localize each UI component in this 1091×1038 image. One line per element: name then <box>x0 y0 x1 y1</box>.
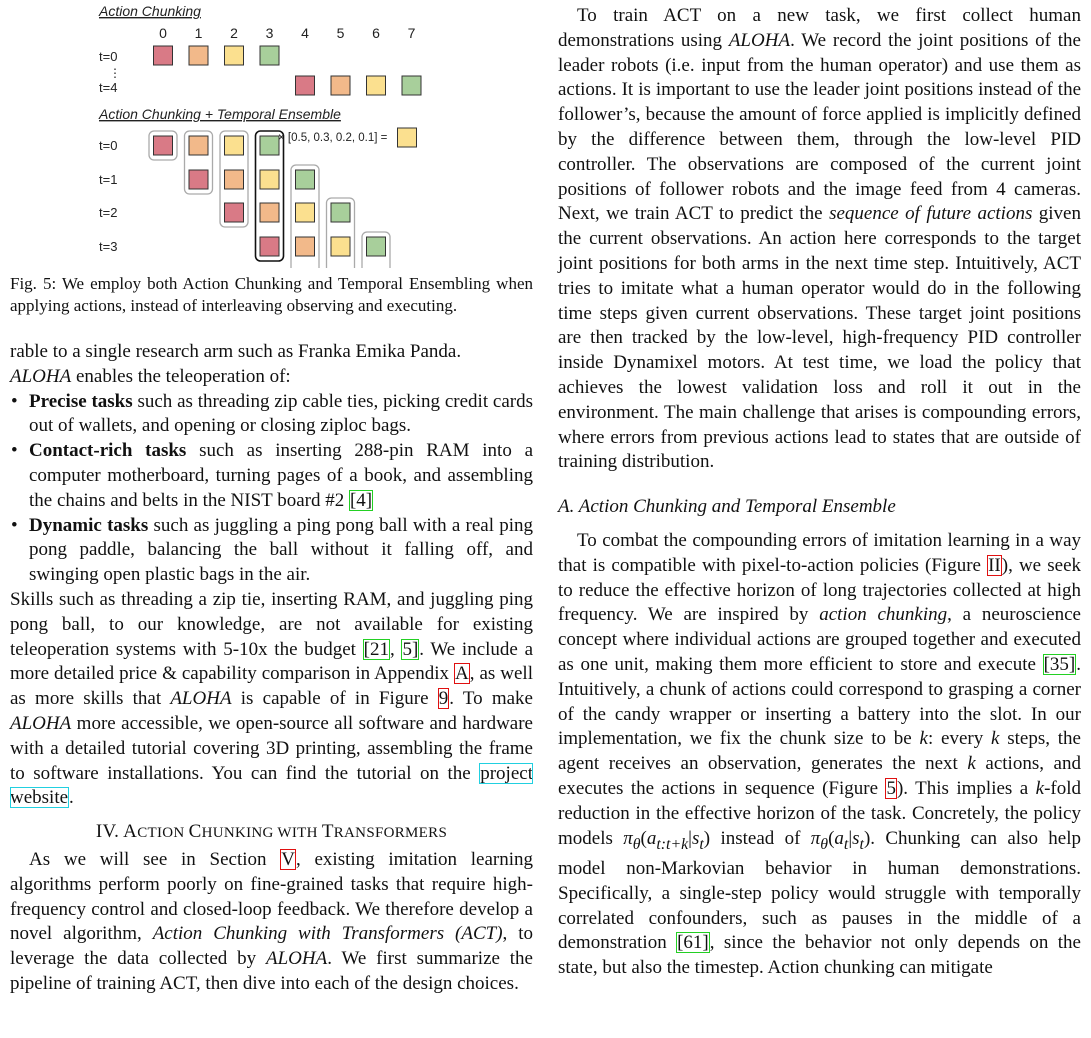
column-index-label: 2 <box>230 25 238 41</box>
action-square <box>225 203 244 222</box>
action-square <box>154 136 173 155</box>
action-square <box>189 136 208 155</box>
citation-link[interactable]: [61] <box>677 932 709 954</box>
right-body-text <box>558 4 1081 981</box>
list-item: • Dynamic tasks such as juggling a ping pong ball with a real ping pong paddle, balancing the ball without it falling off, and swinging open plastic bags in the air. <box>11 514 533 586</box>
action-square <box>154 46 173 65</box>
action-square <box>402 76 421 95</box>
action-square <box>260 46 279 65</box>
action-square <box>367 237 386 256</box>
figure-link[interactable]: 5 <box>886 777 896 799</box>
action-square <box>189 46 208 65</box>
row-label: t=1 <box>99 172 118 187</box>
action-square <box>331 203 350 222</box>
figure-caption: Fig. 5: We employ both Action Chunking and Temporal Ensembling when applying actions, instead of interleaving observing and executing. <box>10 274 533 315</box>
left-body-text <box>10 340 533 997</box>
left-column <box>10 0 534 994</box>
column-index-label: 7 <box>407 25 416 41</box>
paragraph: To train ACT on a new task, we first collect human demonstrations using ALOHA. We record the joint positions of the leader robots (i.e. input from the human operator) and use them as actions. It is important to use the leader joint positions instead of the follower’s, because the amount of force applied is implicitly defined by the difference between them, through the low-level PID controller. The observations are composed of the current joint positions of follower robots and the image feed from 4 cameras. Next, we train ACT to predict the sequence of future actions given the current observations. An action here corresponds to the target joint positions for both arms in the next time step. Intuitively, ACT tries to imitate what a human operator would do in the following time steps given current observations. These target joint positions are then tracked by the low-level, high-frequency PID controller inside Dynamixel motors. At test time, we load the policy that achieves the lowest validation loss and roll it out in the environment. The main challenge that arises is compounding errors, where errors from previous actions lead to states that are outside of training distribution. <box>558 5 1081 473</box>
action-square <box>225 170 244 189</box>
column-index-label: 6 <box>372 25 380 41</box>
subsection-heading: A. Action Chunking and Temporal Ensemble <box>558 496 896 518</box>
row-label: t=4 <box>99 80 118 95</box>
paragraph: rable to a single research arm such as Franka Emika Panda. ALOHA enables the teleoperation of: <box>10 341 462 387</box>
paragraph: Skills such as threading a zip tie, inserting RAM, and juggling ping pong ball, to our knowledge, are not available for existing teleoperation systems with 5-10x the budget [21, 5]. We include a more detailed price & capability comparison in Appendix A, as well as more skills that ALOHA is capable of in Figure 9. To make ALOHA more accessible, we open-source all software and hardware with a detailed tutorial covering 3D printing, assembling the frame to software installations. You can find the tutorial on the project website. <box>10 588 534 809</box>
list-item: • Precise tasks such as threading zip cable ties, picking credit cards out of wallets, and opening or closing ziploc bags. <box>11 390 533 437</box>
citation-link[interactable]: [21 <box>363 638 389 660</box>
row-label: t=3 <box>99 239 118 254</box>
action-square <box>225 136 244 155</box>
action-square <box>225 46 244 65</box>
section-link[interactable]: V <box>281 848 296 870</box>
figure-5 <box>10 0 533 268</box>
appendix-link[interactable]: A <box>455 663 469 685</box>
figure-title-ensemble: Action Chunking + Temporal Ensemble <box>99 106 341 122</box>
figure-title-chunking: Action Chunking <box>99 3 201 19</box>
column-index-label: 5 <box>336 25 345 41</box>
column-index-label: 4 <box>301 25 309 41</box>
row-ellipsis: ⋮ <box>109 66 121 80</box>
figure-link[interactable]: II <box>988 554 1001 576</box>
action-square <box>331 237 350 256</box>
action-square <box>260 136 279 155</box>
column-index-label: 1 <box>194 25 203 41</box>
action-square <box>260 170 279 189</box>
ensemble-weights-label: × [0.5, 0.3, 0.2, 0.1] = <box>278 132 388 144</box>
citation-link[interactable]: 5] <box>402 638 419 660</box>
row-label: t=2 <box>99 205 118 220</box>
action-square <box>189 170 208 189</box>
action-square <box>331 76 350 95</box>
action-chunking-diagram <box>10 0 533 268</box>
row-label: t=0 <box>99 138 118 153</box>
paragraph: To combat the compounding errors of imitation learning in a way that is compatible with pixel-to-action policies (Figure II), we seek to reduce the effective horizon of long trajectories collected at high frequency. We are inspired by action chunking, a neuroscience concept where individual actions are grouped together and executed as one unit, making them more efficient to store and execute [35]. Intuitively, a chunk of actions could correspond to grasping a corner of the candy wrapper or inserting a battery into the slot. In our implementation, we fix the chunk size to be k: every k steps, the agent receives an observation, generates the next k actions, and executes the actions in sequence (Figure 5). This implies a k-fold reduction in the effective horizon of the task. Concretely, the policy models $\pi_\theta(a_{t:t+k}|s_t)$ instead of $\pi_\theta(a_t|s_t)$. Chunking can also help model non-Markovian behavior in human demonstrations. Specifically, a single-step policy would struggle with temporally correlated confounders, such as pauses in the middle of a demonstration [61], since the behavior not only depends on the state, but also the timestep. Action chunking can mitigate <box>558 529 1082 979</box>
citation-link[interactable]: [4] <box>349 489 373 511</box>
action-square <box>367 76 386 95</box>
action-square <box>260 237 279 256</box>
action-square <box>296 76 315 95</box>
paragraph: As we will see in Section V, existing imitation learning algorithms perform poorly on fine-grained tasks that require high-frequency control and closed-loop feedback. We therefore develop a novel algorithm, Action Chunking with Transformers (ACT), to leverage the data collected by ALOHA. We first summarize the pipeline of training ACT, then dive into each of the design choices. <box>10 848 534 994</box>
list-item: • Contact-rich tasks such as inserting 288-pin RAM into a computer motherboard, turning pages of a book, and assembling the chains and belts in the NIST board #2 [4] <box>11 440 534 511</box>
section-heading: IV. ACTION CHUNKING WITH TRANSFORMERS <box>95 821 448 843</box>
action-square <box>260 203 279 222</box>
row-label: t=0 <box>99 49 118 64</box>
citation-link[interactable]: [35] <box>1043 653 1076 675</box>
action-square <box>296 203 315 222</box>
figure-link[interactable]: 9 <box>438 688 449 710</box>
action-square <box>296 237 315 256</box>
ensemble-result-square <box>398 128 417 147</box>
column-index-label: 3 <box>265 25 274 41</box>
action-square <box>296 170 315 189</box>
project-website-link[interactable]: project website <box>10 762 533 809</box>
column-index-label: 0 <box>159 25 167 41</box>
